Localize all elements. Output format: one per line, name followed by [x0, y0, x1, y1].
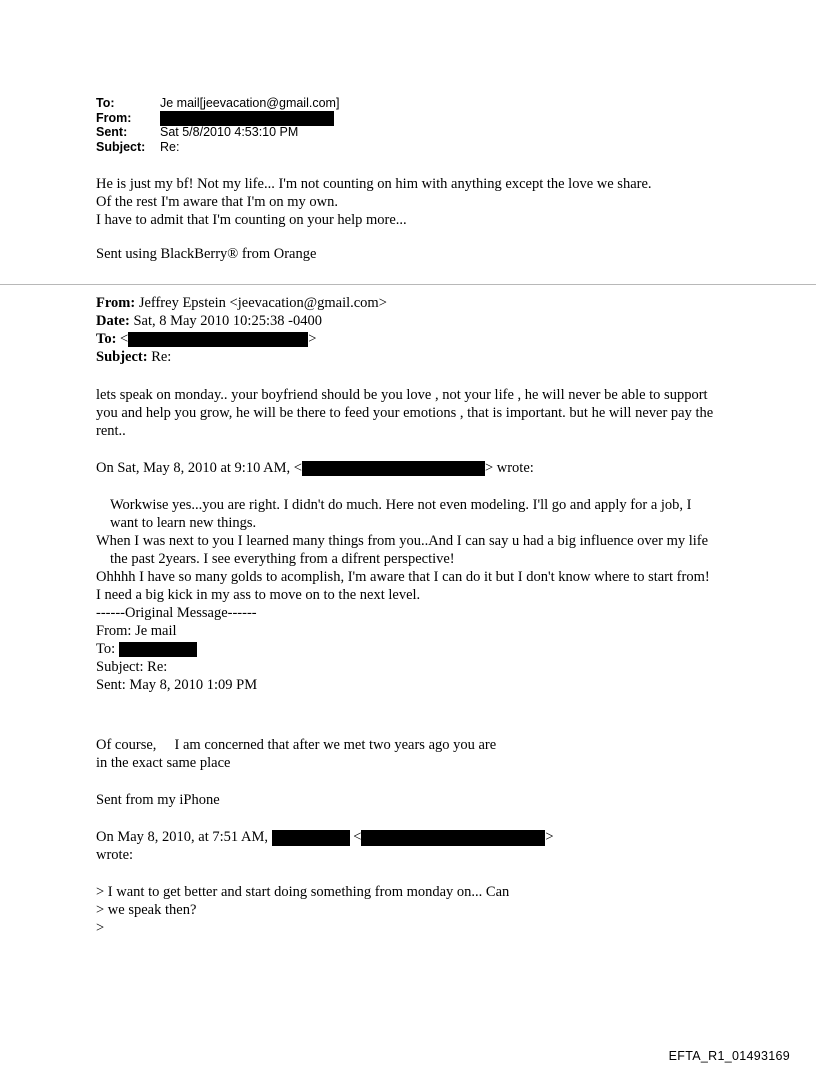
header-subject-row: [96, 140, 339, 155]
quoted-to-label: To:: [96, 331, 117, 347]
quoted-line: > I want to get better and start doing something from monday on... Can: [96, 884, 510, 900]
quoted-line: >: [96, 920, 105, 936]
quoted-line: > we speak then?: [96, 902, 197, 918]
quoted-to-row: [96, 330, 736, 348]
quoted-from-value: Jeffrey Epstein <jeevacation@gmail.com>: [138, 295, 387, 311]
quoted-from-label: From:: [96, 295, 136, 311]
attribution-prefix: On Sat, May 8, 2010 at 9:10 AM, <: [96, 460, 302, 476]
angle-open: <: [120, 331, 129, 347]
reply-line: I have to admit that I'm counting on your help more...: [96, 212, 407, 228]
quoted-date-row: [96, 312, 736, 330]
quoted-subject-row: [96, 348, 736, 366]
header-to-row: [96, 96, 339, 111]
email-header: [96, 96, 339, 154]
document-id: EFTA_R1_01493169: [668, 1049, 790, 1063]
reply-line: He is just my bf! Not my life... I'm not counting on him with anything except the love we share.: [96, 176, 652, 192]
signature-text: Sent using BlackBerry® from Orange: [96, 246, 317, 262]
quoted-body-text: lets speak on monday.. your boyfriend should be you love , not your life , he will never be able to support you and help you grow, he will be there to feed your emotions , that is important. but he will never pay the rent..: [96, 387, 714, 439]
quoted-date-value: Sat, 8 May 2010 10:25:38 -0400: [133, 313, 322, 329]
reply-signature: [96, 245, 736, 263]
original-from: From: Je mail: [96, 623, 177, 639]
original-subject: Subject: Re:: [96, 659, 168, 675]
reply-body: [96, 175, 736, 229]
sent-value: Sat 5/8/2010 4:53:10 PM: [160, 125, 299, 139]
to-value: Je mail[jeevacation@gmail.com]: [160, 96, 340, 110]
quoted-subject-label: Subject:: [96, 349, 148, 365]
of-course-text: in the exact same place: [96, 755, 231, 771]
quoted-date-label: Date:: [96, 313, 130, 329]
original-message-separator: ------Original Message------: [96, 605, 257, 621]
on-may-attribution: [96, 828, 736, 864]
redaction-box: [119, 642, 197, 657]
of-course-block: [96, 736, 736, 772]
quoted-lines: [96, 883, 736, 937]
angle-open: <: [353, 829, 362, 845]
iphone-signature: [96, 791, 736, 809]
angle-close: >: [308, 331, 317, 347]
on-may-text: On May 8, 2010, at 7:51 AM,: [96, 829, 268, 845]
redaction-box: [128, 332, 308, 347]
quoted-body: [96, 386, 726, 440]
attribution-line: [96, 459, 736, 477]
of-course-text: I am concerned that after we met two years ago you are: [174, 737, 497, 753]
nested-paragraph: I need a big kick in my ass to move on to the next level.: [96, 587, 421, 603]
of-course-text: Of course,: [96, 737, 157, 753]
original-sent: Sent: May 8, 2010 1:09 PM: [96, 677, 258, 693]
subject-label: Subject:: [96, 139, 146, 154]
quoted-header: [96, 294, 736, 366]
redaction-box: [361, 830, 545, 846]
redaction-box: [302, 461, 485, 476]
original-to: [96, 640, 716, 658]
quoted-subject-value: Re:: [151, 349, 172, 365]
header-sent-row: [96, 125, 339, 140]
redaction-box: [160, 111, 334, 126]
reply-line: Of the rest I'm aware that I'm on my own.: [96, 194, 338, 210]
angle-close: >: [545, 829, 554, 845]
nested-paragraph: Workwise yes...you are right. I didn't do much. Here not even modeling. I'll go and apply for a job, I want to learn new things.: [110, 497, 692, 531]
quoted-from-row: [96, 294, 736, 312]
nested-message: [96, 496, 716, 694]
redaction-box: [272, 830, 350, 846]
attribution-suffix: > wrote:: [484, 460, 534, 476]
sent-label: Sent:: [96, 125, 128, 139]
nested-paragraph: When I was next to you I learned many things from you..And I can say u had a big influence over my life the past 2years. I see everything from a difrent perspective!: [96, 533, 709, 567]
from-label: From:: [96, 110, 132, 125]
subject-value: Re:: [160, 139, 180, 154]
iphone-signature-text: Sent from my iPhone: [96, 792, 220, 808]
to-label: To:: [96, 96, 115, 110]
wrote-text: wrote:: [96, 847, 134, 863]
divider: [0, 284, 816, 285]
original-to-label: To:: [96, 641, 116, 657]
header-from-row: [96, 111, 339, 126]
nested-paragraph: Ohhhh I have so many golds to acomplish, I'm aware that I can do it but I don't know where to start from!: [96, 569, 710, 585]
